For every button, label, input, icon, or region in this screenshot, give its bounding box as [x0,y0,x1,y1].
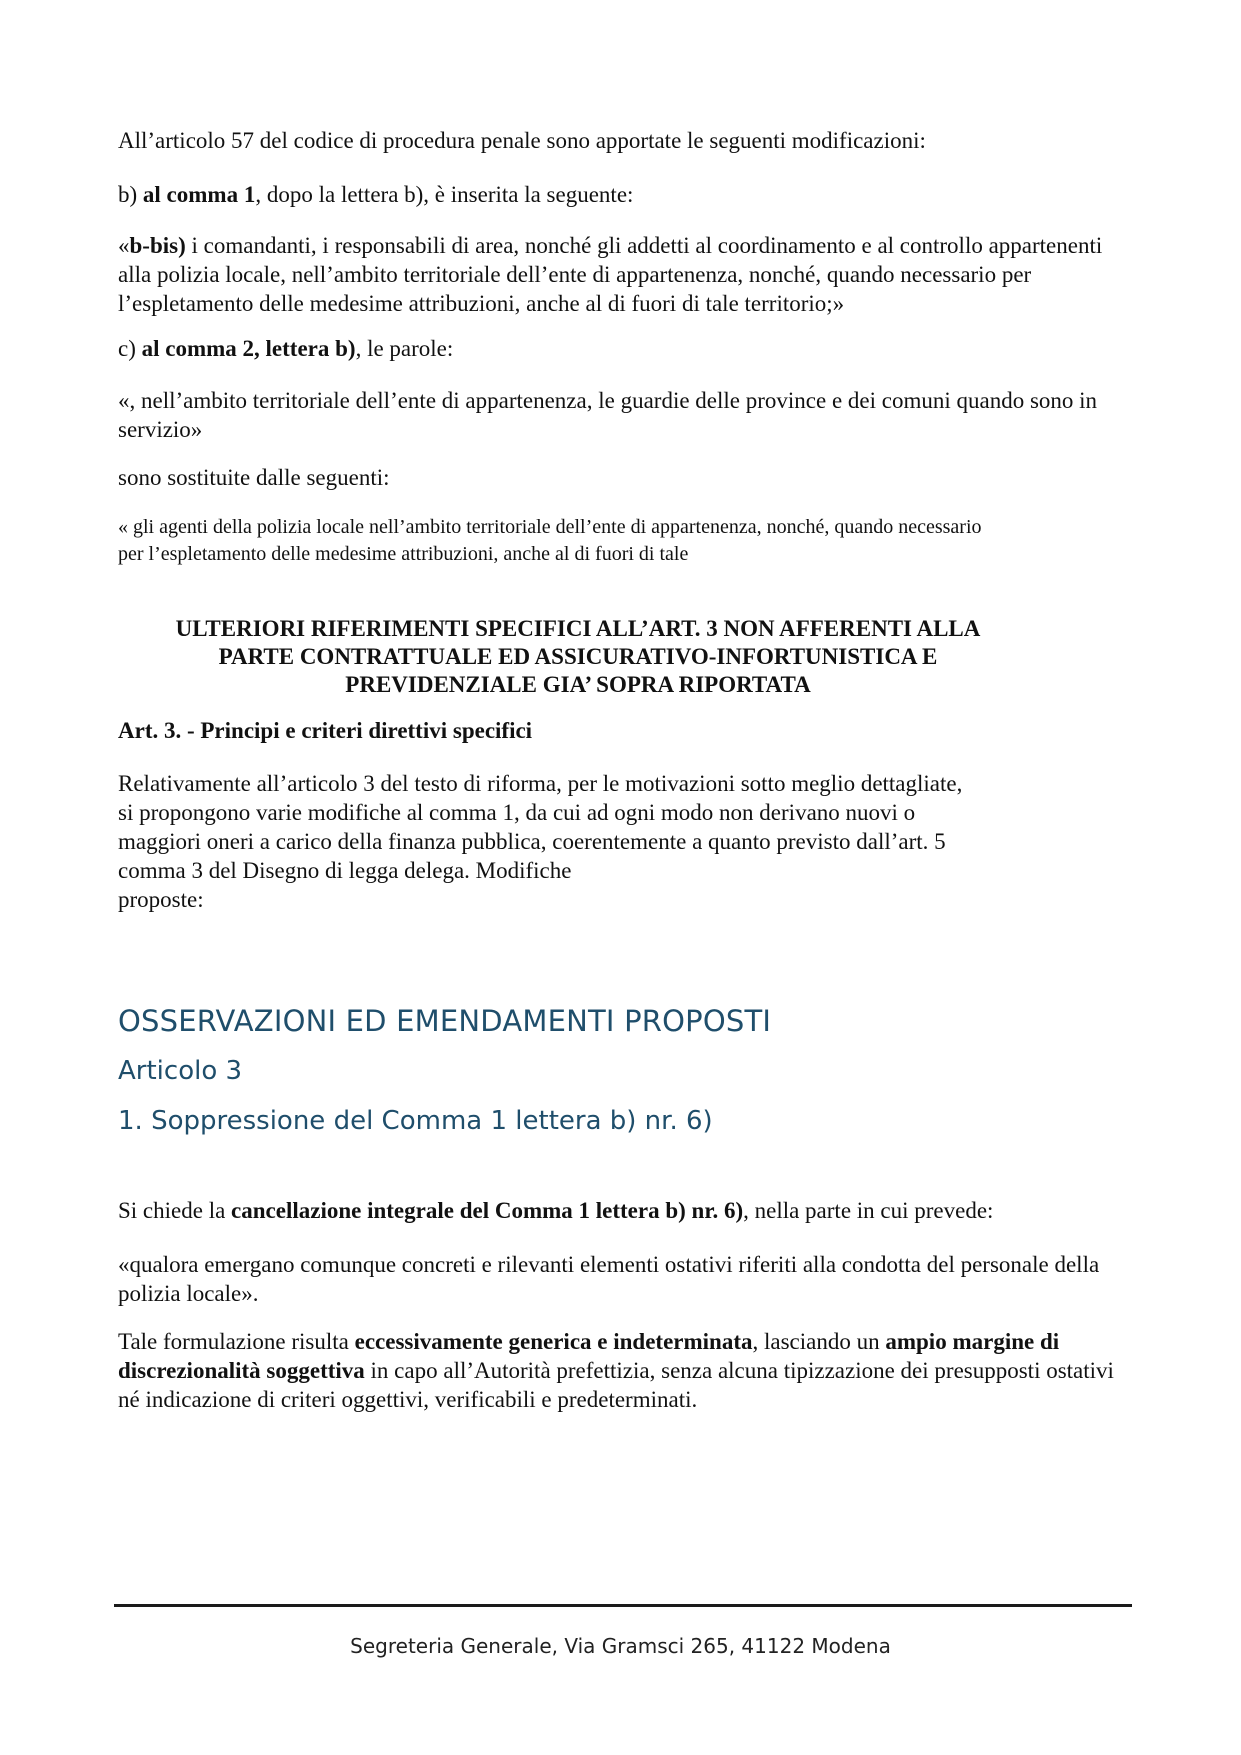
article-heading: Articolo 3 [118,1056,243,1086]
request-prefix: Si chiede la [118,1198,232,1223]
item-c-paragraph [118,334,1131,363]
quote-bbis-bold: b-bis) [129,233,186,258]
art-body [118,769,1131,914]
request-bold: cancellazione integrale del Comma 1 lettera b) nr. 6) [231,1198,744,1223]
art-body-line1: Relativamente all’articolo 3 del testo di riforma, per le motivazioni sotto meglio dettagliate, [118,771,963,796]
item-b-bold: al comma 1 [142,182,256,207]
closing-paragraph [118,1327,1131,1414]
footer-address: Segreteria Generale, Via Gramsci 265, 41122 Modena [350,1634,891,1658]
item-c-bold: al comma 2, lettera b) [141,336,356,361]
intro-paragraph: All’articolo 57 del codice di procedura penale sono apportate le seguenti modificazioni: [118,128,926,153]
closing-part2: , lasciando un [752,1329,886,1354]
art-body-line3: maggiori oneri a carico della finanza pubblica, coerentemente a quanto previsto dall’art. 5 [118,829,946,854]
closing-bold2: ampio margine di discrezionalità soggettiva [118,1329,1060,1383]
quote-c-paragraph: «, nell’ambito territoriale dell’ente di appartenenza, le guardie delle province e dei comuni quando sono in servizio» [118,388,1098,442]
art-title-text: Art. 3. - Principi e criteri direttivi specifici [118,718,533,743]
item-b-paragraph [118,180,1131,209]
item-c-prefix: c) [118,336,136,361]
quote-bbis-paragraph [118,231,1131,318]
art-title [118,716,1131,745]
request-paragraph [118,1196,1131,1225]
section-heading [118,615,1038,699]
closing-part3: in capo all’Autorità prefettizia, senza alcuna tipizzazione dei presupposti ostativi né indicazione di criteri oggettivi, verificabili e predeterminati. [118,1358,1114,1412]
art-body-line4: comma 3 del Disegno di legga delega. Modifiche [118,858,572,883]
replaced-by-paragraph: sono sostituite dalle seguenti: [118,465,390,490]
art-body-line2: si propongono varie modifiche al comma 1, da cui ad ogni modo non derivano nuovi o [118,800,916,825]
section-heading-line1: ULTERIORI RIFERIMENTI SPECIFICI ALL’ART. 3 NON AFFERENTI ALLA [175,616,981,641]
quote-bbis-open: « [118,233,130,258]
closing-bold1: eccessivamente generica e indeterminata [354,1329,753,1354]
quote-bbis-rest: i comandanti, i responsabili di area, nonché gli addetti al coordinamento e al controllo appartenenti alla polizia locale, nell’ambito territoriale dell’ente di appartenenza, nonché, quando necessario per l’espletamento delle medesime attribuzioni, anche al di fuori di tale territorio;» [118,233,1103,316]
quote-final-paragraph: «qualora emergano comunque concreti e rilevanti elementi ostativi riferiti alla condotta del personale della polizia locale». [118,1252,1100,1306]
item-c-rest: , le parole: [355,336,454,361]
item-b-rest: , dopo la lettera b), è inserita la seguente: [255,182,634,207]
request-rest: , nella parte in cui prevede: [743,1198,994,1223]
quote-replacement-paragraph: « gli agenti della polizia locale nell’ambito territoriale dell’ente di appartenenza, nonché, quando necessario per l’espletamento delle medesime attribuzioni, anche al di fuori di tale [118,516,982,565]
art-body-line5: proposte: [118,887,204,912]
footer-divider [114,1604,1132,1607]
observations-heading: OSSERVAZIONI ED EMENDAMENTI PROPOSTI [118,1004,772,1038]
closing-part1: Tale formulazione risulta [118,1329,355,1354]
item-b-prefix: b) [118,182,138,207]
section-heading-line2: PARTE CONTRATTUALE ED ASSICURATIVO-INFORTUNISTICA E [218,644,938,669]
sub-heading: 1. Soppressione del Comma 1 lettera b) nr. 6) [118,1106,713,1136]
section-heading-line3: PREVIDENZIALE GIA’ SOPRA RIPORTATA [345,672,811,697]
